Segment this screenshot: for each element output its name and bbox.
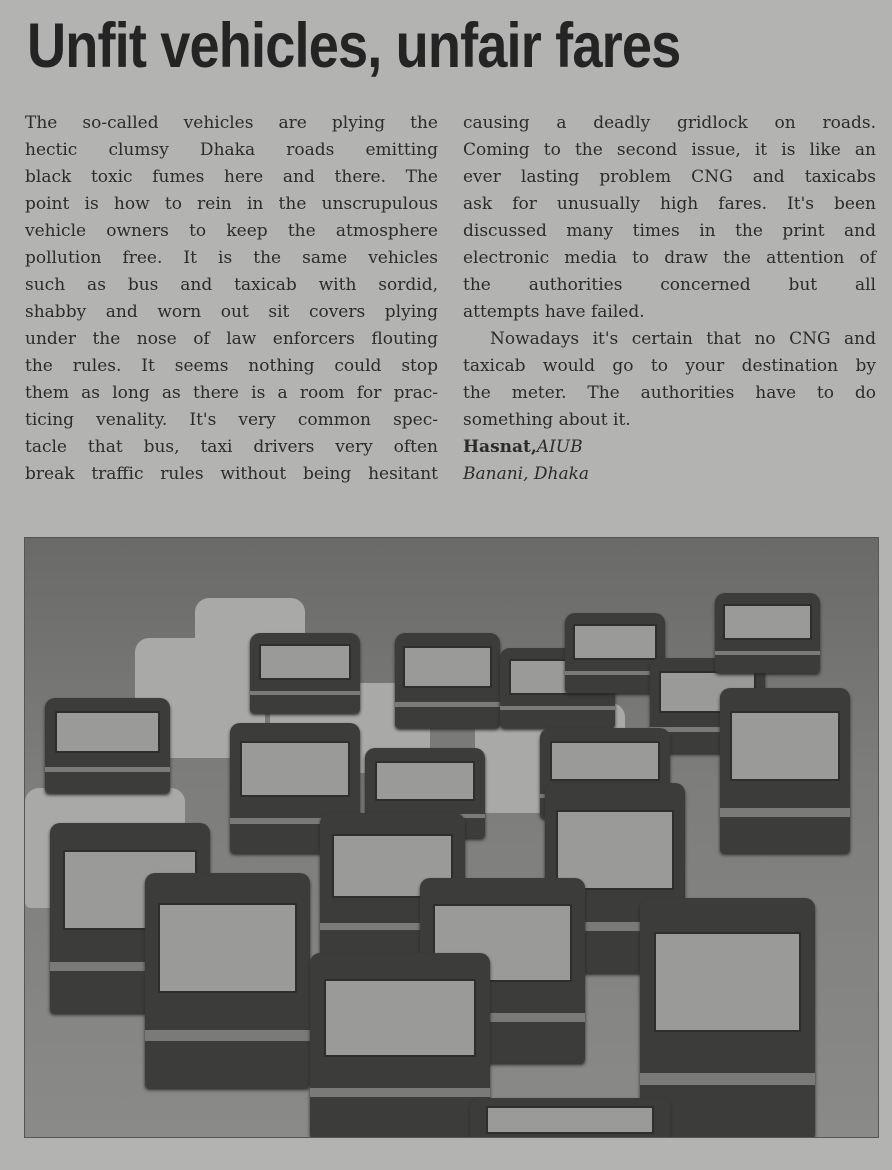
traffic-photo bbox=[24, 537, 879, 1138]
windshield bbox=[486, 1106, 654, 1134]
windshield bbox=[324, 979, 475, 1057]
windshield bbox=[158, 903, 297, 993]
stripe bbox=[720, 808, 850, 816]
windshield bbox=[259, 644, 351, 680]
stripe bbox=[640, 1073, 815, 1085]
stripe bbox=[45, 767, 170, 772]
text-line: the meter. The authorities have to do bbox=[463, 383, 876, 403]
author-name: Hasnat, bbox=[463, 437, 537, 457]
autorickshaw-shape bbox=[45, 698, 170, 793]
text-line: shabby and worn out sit covers plying bbox=[25, 302, 438, 322]
stripe bbox=[250, 691, 360, 695]
autorickshaw-shape bbox=[470, 1098, 670, 1138]
text-line: attempts have failed. bbox=[463, 302, 645, 322]
windshield bbox=[573, 624, 657, 660]
text-line: under the nose of law enforcers flouting bbox=[25, 329, 438, 349]
text-line: tacle that bus, taxi drivers very often bbox=[25, 437, 438, 457]
windshield bbox=[403, 646, 491, 688]
text-line: them as long as there is a room for prac- bbox=[25, 383, 438, 403]
text-line: Coming to the second issue, it is like an bbox=[463, 140, 876, 160]
windshield bbox=[55, 711, 160, 753]
stripe bbox=[145, 1030, 310, 1041]
text-line: causing a deadly gridlock on roads. bbox=[463, 113, 876, 133]
text-line: the authorities concerned but all bbox=[463, 275, 876, 295]
text-line: black toxic fumes here and there. The bbox=[25, 167, 438, 187]
windshield bbox=[730, 711, 839, 781]
stripe bbox=[310, 1088, 490, 1097]
text-line: discussed many times in the print and bbox=[463, 221, 876, 241]
windshield bbox=[240, 741, 349, 797]
text-line: break traffic rules without being hesitant bbox=[25, 464, 438, 484]
stripe bbox=[395, 702, 500, 707]
autorickshaw-shape bbox=[720, 688, 850, 853]
autorickshaw-shape bbox=[145, 873, 310, 1088]
text-line: electronic media to draw the attention of bbox=[463, 248, 876, 268]
text-line: such as bus and taxicab with sordid, bbox=[25, 275, 438, 295]
text-line: ask for unusually high fares. It's been bbox=[463, 194, 876, 214]
autorickshaw-shape bbox=[395, 633, 500, 728]
left-column bbox=[25, 110, 438, 488]
text-line: the rules. It seems nothing could stop bbox=[25, 356, 438, 376]
autorickshaw-shape bbox=[250, 633, 360, 713]
text-line: vehicle owners to keep the atmosphere bbox=[25, 221, 438, 241]
windshield bbox=[723, 604, 811, 640]
signature-line bbox=[463, 434, 876, 461]
windshield bbox=[654, 932, 801, 1032]
text-line: taxicab would go to your destination by bbox=[463, 356, 876, 376]
author-org: AIUB bbox=[536, 437, 583, 457]
text-line: ever lasting problem CNG and taxicabs bbox=[463, 167, 876, 187]
text-line: something about it. bbox=[463, 410, 631, 430]
text-line: ticing venality. It's very common spec- bbox=[25, 410, 438, 430]
headline: Unfit vehicles, unfair fares bbox=[27, 11, 681, 81]
autorickshaw-shape bbox=[715, 593, 820, 673]
text-line: The so-called vehicles are plying the bbox=[25, 113, 438, 133]
text-line: point is how to rein in the unscrupulous bbox=[25, 194, 438, 214]
text-line: Nowadays it's certain that no CNG and bbox=[490, 329, 876, 349]
windshield bbox=[375, 761, 476, 801]
stripe bbox=[500, 706, 615, 710]
autorickshaw-shape bbox=[310, 953, 490, 1138]
windshield bbox=[550, 741, 659, 781]
author-location: Banani, Dhaka bbox=[463, 464, 590, 484]
stripe bbox=[715, 651, 820, 655]
text-line: pollution free. It is the same vehicles bbox=[25, 248, 438, 268]
text-line: hectic clumsy Dhaka roads emitting bbox=[25, 140, 438, 160]
right-column bbox=[463, 110, 876, 488]
